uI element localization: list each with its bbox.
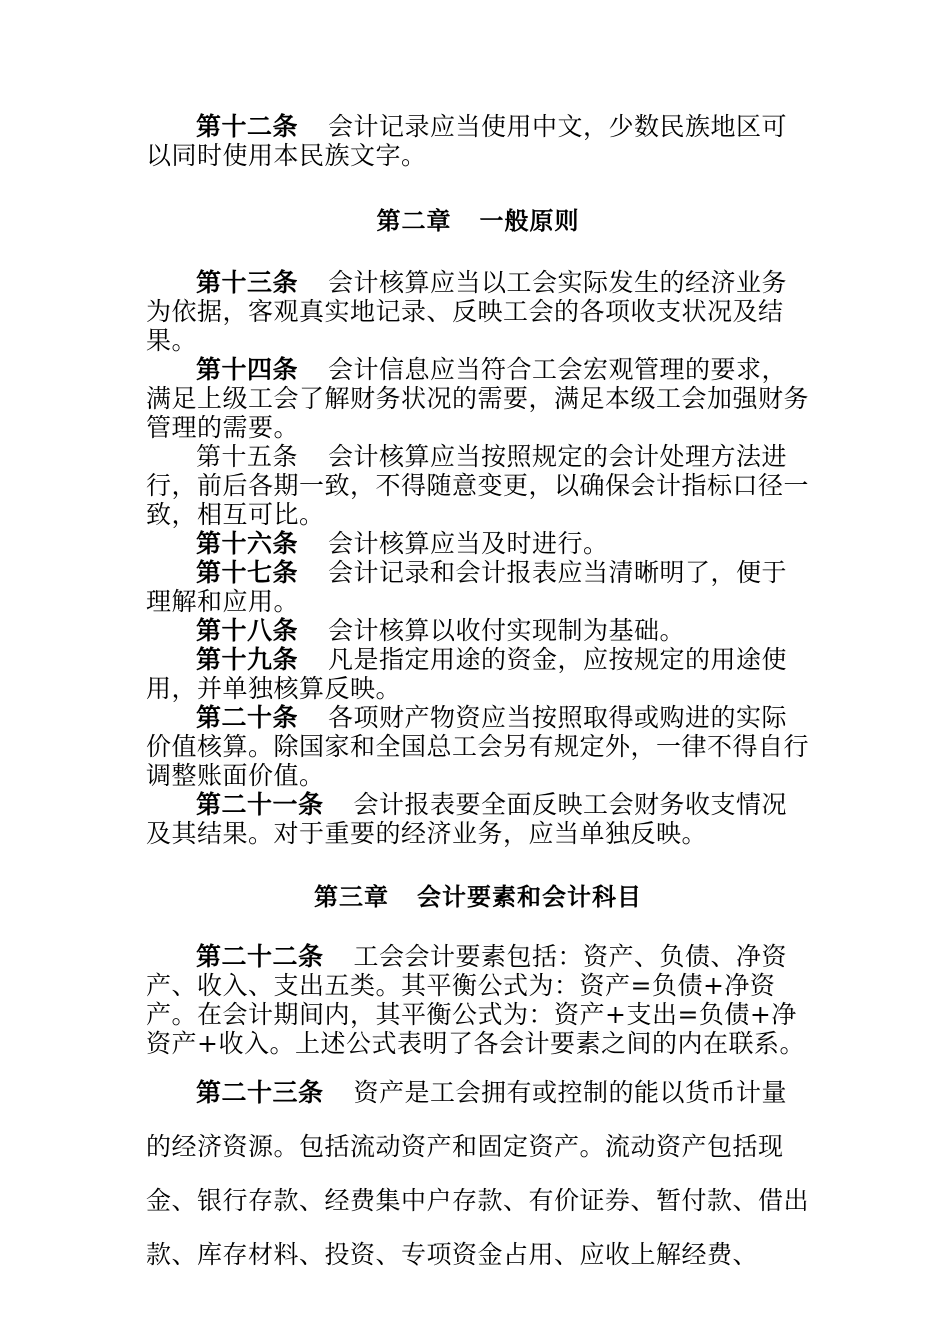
article-label: 第十八条 (196, 616, 299, 645)
article-text: 资产是工会拥有或控制的能以货币计量的经济资源。包括流动资产和固定资产。流动资产包括现金、银行存款、经费集中户存款、有价证券、暂付款、借出款、库存材料、投资、专项资金占用、应收上解经费、 (146, 1078, 810, 1269)
article-text: 会计信息应当符合工会宏观管理的要求，满足上级工会了解财务状况的需要，满足本级工会加强财务管理的需要。 (146, 355, 810, 442)
article-14 (146, 355, 810, 442)
article-label: 第十六条 (196, 529, 299, 558)
article-17 (146, 558, 810, 616)
article-21 (146, 790, 810, 848)
chapter-heading (146, 206, 810, 236)
article-label: 第十四条 (196, 355, 299, 384)
article-text: 凡是指定用途的资金，应按规定的用途使用，并单独核算反映。 (146, 645, 788, 703)
article-13 (146, 268, 810, 355)
article-label: 第二十三条 (196, 1078, 324, 1107)
chapter-number: 第二章 (376, 207, 452, 235)
article-text: 会计核算以收付实现制为基础。 (328, 616, 686, 645)
article-19 (146, 645, 810, 703)
article-label: 第十三条 (196, 268, 299, 297)
chapter-number: 第三章 (314, 883, 389, 911)
article-label: 第二十二条 (196, 942, 324, 971)
article-text: 会计核算应当按照规定的会计处理方法进行，前后各期一致，不得随意变更，以确保会计指标口径一致，相互可比。 (146, 442, 810, 529)
chapter-title: 一般原则 (479, 207, 580, 235)
article-12 (146, 112, 810, 170)
article-label: 第二十条 (196, 703, 299, 732)
chapter-heading (146, 882, 810, 912)
article-20 (146, 703, 810, 790)
article-15 (146, 442, 810, 529)
article-text: 会计报表要全面反映工会财务收支情况及其结果。对于重要的经济业务，应当单独反映。 (146, 790, 788, 848)
article-text: 会计核算应当以工会实际发生的经济业务为依据，客观真实地记录、反映工会的各项收支状况及结果。 (146, 268, 788, 355)
article-label: 第二十一条 (196, 790, 324, 819)
article-23 (146, 1066, 810, 1282)
article-16 (146, 529, 810, 558)
article-18 (146, 616, 810, 645)
article-text: 工会会计要素包括：资产、负债、净资产、收入、支出五类。其平衡公式为：资产=负债+净资产。在会计期间内，其平衡公式为：资产+支出=负债+净资产+收入。上述公式表明了各会计要素之间的内在联系。 (146, 942, 805, 1058)
article-label: 第十九条 (196, 645, 299, 674)
article-22 (146, 942, 810, 1058)
article-text: 各项财产物资应当按照取得或购进的实际价值核算。除国家和全国总工会另有规定外，一律不得自行调整账面价值。 (146, 703, 810, 790)
article-label: 第十二条 (196, 112, 299, 141)
chapter-title: 会计要素和会计科目 (417, 883, 642, 911)
article-label: 第十五条 (196, 442, 299, 471)
document-page (146, 112, 810, 1282)
article-label: 第十七条 (196, 558, 299, 587)
article-text: 会计核算应当及时进行。 (328, 529, 609, 558)
article-text: 会计记录和会计报表应当清晰明了，便于理解和应用。 (146, 558, 788, 616)
article-text: 会计记录应当使用中文，少数民族地区可以同时使用本民族文字。 (146, 112, 788, 170)
